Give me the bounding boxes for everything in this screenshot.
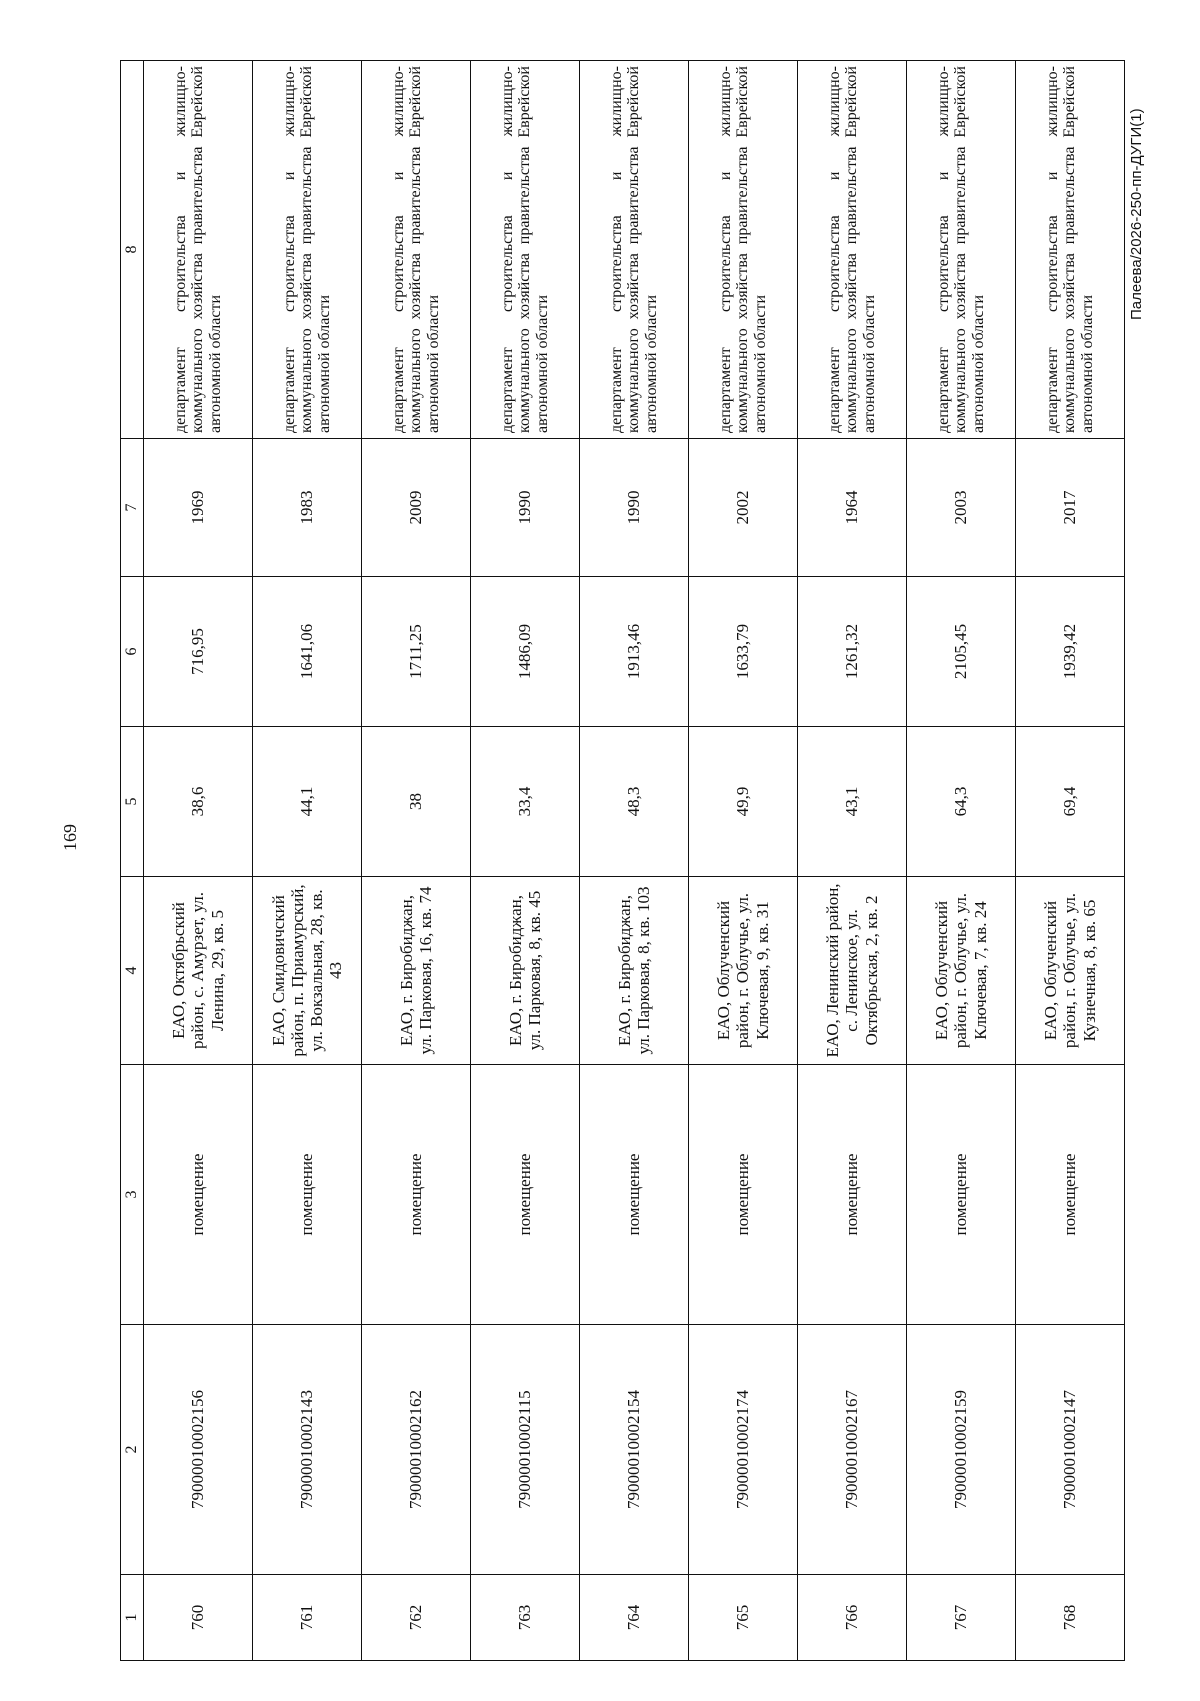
cell-address: ЕАО, Ленинский район, с. Ленинское, ул. Октябрьская, 2, кв. 2 [798,877,907,1065]
cell-area: 43,1 [798,727,907,877]
cell-address: ЕАО, Октябрьский район, с. Амурзет, ул. Ленина, 29, кв. 5 [144,877,253,1065]
cell-cadastral-number: 79000010002143 [253,1325,362,1575]
cell-owner: департамент строительства и жилищно-коммунального хозяйства правительства Еврейской автономной области [471,61,580,439]
cell-value: 2105,45 [907,577,1016,727]
cell-year: 1990 [580,439,689,577]
table-row [580,61,689,1661]
cell-address: ЕАО, Облученский район, г. Облучье, ул. Кузнечная, 8, кв. 65 [1016,877,1125,1065]
cell-address: ЕАО, г. Биробиджан, ул. Парковая, 8, кв. 103 [580,877,689,1065]
cell-cadastral-number: 79000010002147 [1016,1325,1125,1575]
cell-object-type: помещение [362,1065,471,1325]
cell-year: 1969 [144,439,253,577]
cell-year: 2009 [362,439,471,577]
column-header: 5 [121,727,144,877]
cell-number: 762 [362,1575,471,1661]
cell-year: 2017 [1016,439,1125,577]
cell-object-type: помещение [689,1065,798,1325]
cell-area: 48,3 [580,727,689,877]
table-row [689,61,798,1661]
cell-owner: департамент строительства и жилищно-коммунального хозяйства правительства Еврейской автономной области [362,61,471,439]
cell-value: 1913,46 [580,577,689,727]
cell-owner: департамент строительства и жилищно-коммунального хозяйства правительства Еврейской автономной области [798,61,907,439]
column-header: 4 [121,877,144,1065]
cell-object-type: помещение [907,1065,1016,1325]
cell-cadastral-number: 79000010002115 [471,1325,580,1575]
cell-area: 64,3 [907,727,1016,877]
cell-area: 38 [362,727,471,877]
table-row [144,61,253,1661]
table-row [253,61,362,1661]
table-row [798,61,907,1661]
cell-object-type: помещение [144,1065,253,1325]
cell-year: 1964 [798,439,907,577]
cell-value: 1939,42 [1016,577,1125,727]
cell-owner: департамент строительства и жилищно-коммунального хозяйства правительства Еврейской автономной области [689,61,798,439]
cell-area: 44,1 [253,727,362,877]
property-register-table [120,60,1125,1661]
cell-object-type: помещение [1016,1065,1125,1325]
cell-area: 69,4 [1016,727,1125,877]
cell-cadastral-number: 79000010002159 [907,1325,1016,1575]
cell-number: 768 [1016,1575,1125,1661]
column-header: 1 [121,1575,144,1661]
cell-number: 765 [689,1575,798,1661]
table-header [121,61,144,1661]
cell-address: ЕАО, г. Биробиджан, ул. Парковая, 8, кв. 45 [471,877,580,1065]
column-header: 3 [121,1065,144,1325]
table-body [144,61,1125,1661]
table-row [362,61,471,1661]
table-row [471,61,580,1661]
column-header: 7 [121,439,144,577]
cell-value: 716,95 [144,577,253,727]
cell-number: 764 [580,1575,689,1661]
cell-year: 2002 [689,439,798,577]
cell-year: 1983 [253,439,362,577]
column-header: 6 [121,577,144,727]
cell-year: 2003 [907,439,1016,577]
cell-object-type: помещение [253,1065,362,1325]
cell-cadastral-number: 79000010002167 [798,1325,907,1575]
page-number: 169 [60,824,80,851]
cell-number: 760 [144,1575,253,1661]
table-row [907,61,1016,1661]
cell-number: 761 [253,1575,362,1661]
cell-year: 1990 [471,439,580,577]
cell-owner: департамент строительства и жилищно-коммунального хозяйства правительства Еврейской автономной области [580,61,689,439]
cell-value: 1261,32 [798,577,907,727]
header-row [121,61,144,1661]
cell-area: 49,9 [689,727,798,877]
rotated-table-container [120,61,1125,1661]
table-row [1016,61,1125,1661]
cell-value: 1711,25 [362,577,471,727]
cell-owner: департамент строительства и жилищно-коммунального хозяйства правительства Еврейской автономной области [1016,61,1125,439]
cell-cadastral-number: 79000010002162 [362,1325,471,1575]
cell-value: 1633,79 [689,577,798,727]
cell-address: ЕАО, Облученский район, г. Облучье, ул. Ключевая, 7, кв. 24 [907,877,1016,1065]
cell-address: ЕАО, Облученский район, г. Облучье, ул. Ключевая, 9, кв. 31 [689,877,798,1065]
cell-owner: департамент строительства и жилищно-коммунального хозяйства правительства Еврейской автономной области [253,61,362,439]
cell-address: ЕАО, Смидовичский район, п. Приамурский, ул. Вокзальная, 28, кв. 43 [253,877,362,1065]
column-header: 8 [121,61,144,439]
cell-cadastral-number: 79000010002156 [144,1325,253,1575]
cell-cadastral-number: 79000010002154 [580,1325,689,1575]
cell-number: 763 [471,1575,580,1661]
document-code: Палеева/2026-250-пп-ДУГИ(1) [1128,108,1145,320]
column-header: 2 [121,1325,144,1575]
cell-value: 1486,09 [471,577,580,727]
cell-number: 766 [798,1575,907,1661]
cell-owner: департамент строительства и жилищно-коммунального хозяйства правительства Еврейской автономной области [907,61,1016,439]
cell-owner: департамент строительства и жилищно-коммунального хозяйства правительства Еврейской автономной области [144,61,253,439]
cell-cadastral-number: 79000010002174 [689,1325,798,1575]
cell-object-type: помещение [471,1065,580,1325]
cell-area: 33,4 [471,727,580,877]
cell-area: 38,6 [144,727,253,877]
cell-value: 1641,06 [253,577,362,727]
cell-object-type: помещение [580,1065,689,1325]
cell-object-type: помещение [798,1065,907,1325]
cell-number: 767 [907,1575,1016,1661]
cell-address: ЕАО, г. Биробиджан, ул. Парковая, 16, кв. 74 [362,877,471,1065]
